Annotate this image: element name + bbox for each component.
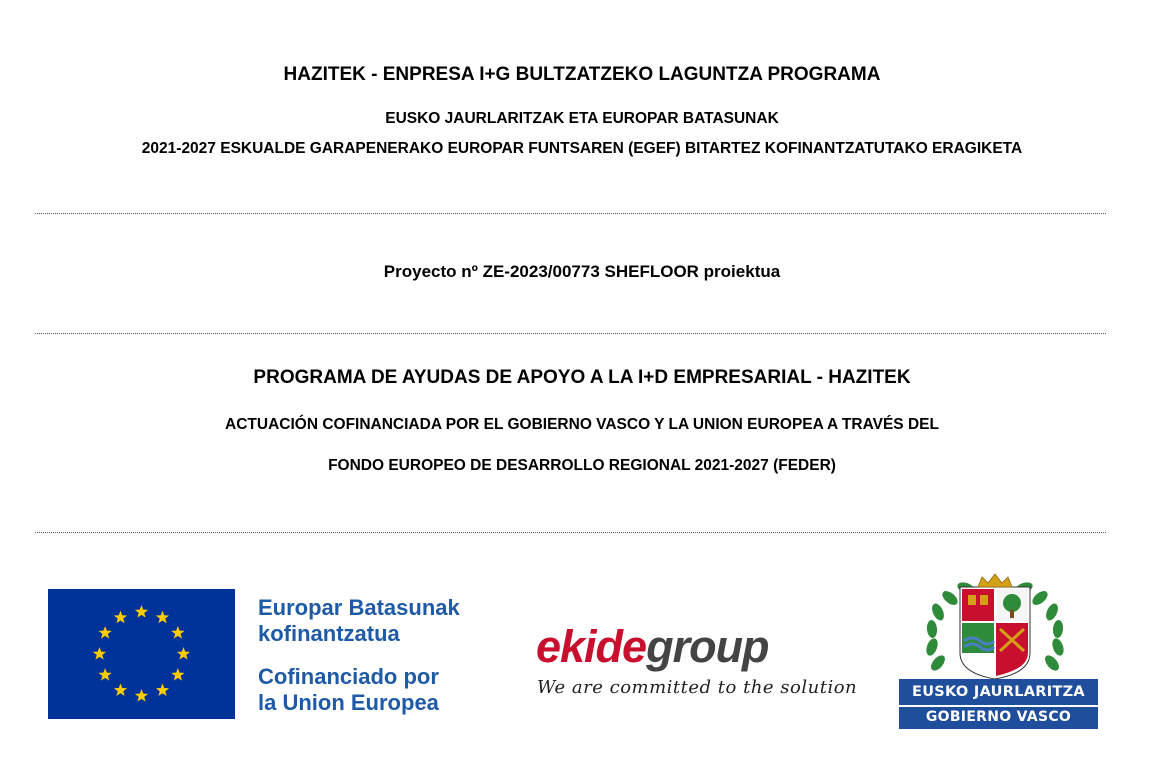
gv-band-spanish: GOBIERNO VASCO xyxy=(899,706,1098,729)
eu-text-line-1: Europar Batasunak xyxy=(258,595,460,620)
eu-text-line-2: kofinantzatua xyxy=(258,621,400,646)
divider-2 xyxy=(35,333,1106,334)
ekide-brand-part2: group xyxy=(646,621,769,672)
project-label: Proyecto nº ZE-2023/00773 SHEFLOOR proiektua xyxy=(383,262,781,281)
divider-1 xyxy=(35,213,1106,214)
divider-3 xyxy=(35,532,1106,533)
title-spanish: PROGRAMA DE AYUDAS DE APOYO A LA I+D EMPRESARIAL - HAZITEK xyxy=(253,367,911,388)
ekide-tagline: We are committed to the solution xyxy=(537,677,858,698)
subtitle-basque-1: EUSKO JAURLARITZAK ETA EUROPAR BATASUNAK xyxy=(385,110,779,127)
gv-band-basque: EUSKO JAURLARITZA xyxy=(899,679,1098,705)
subtitle-spanish-2: FONDO EUROPEO DE DESARROLLO REGIONAL 2021-2027 (FEDER) xyxy=(328,457,836,474)
title-basque: HAZITEK - ENPRESA I+G BULTZATZEKO LAGUNTZA PROGRAMA xyxy=(283,64,881,85)
eu-flag-icon xyxy=(48,589,235,719)
ekide-logo xyxy=(536,622,769,672)
subtitle-basque-2: 2021-2027 ESKUALDE GARAPENERAKO EUROPAR FUNTSAREN (EGEF) BITARTEZ KOFINANTZATUTAKO ERAGIKETA xyxy=(141,140,1023,157)
eu-text-line-3: Cofinanciado por xyxy=(258,664,439,689)
basque-coat-of-arms-icon xyxy=(920,573,1070,683)
eu-text-line-4: la Union Europea xyxy=(258,690,439,715)
ekide-brand-part1: ekide xyxy=(536,621,647,672)
subtitle-spanish-1: ACTUACIÓN COFINANCIADA POR EL GOBIERNO VASCO Y LA UNION EUROPEA A TRAVÉS DEL xyxy=(225,416,939,433)
